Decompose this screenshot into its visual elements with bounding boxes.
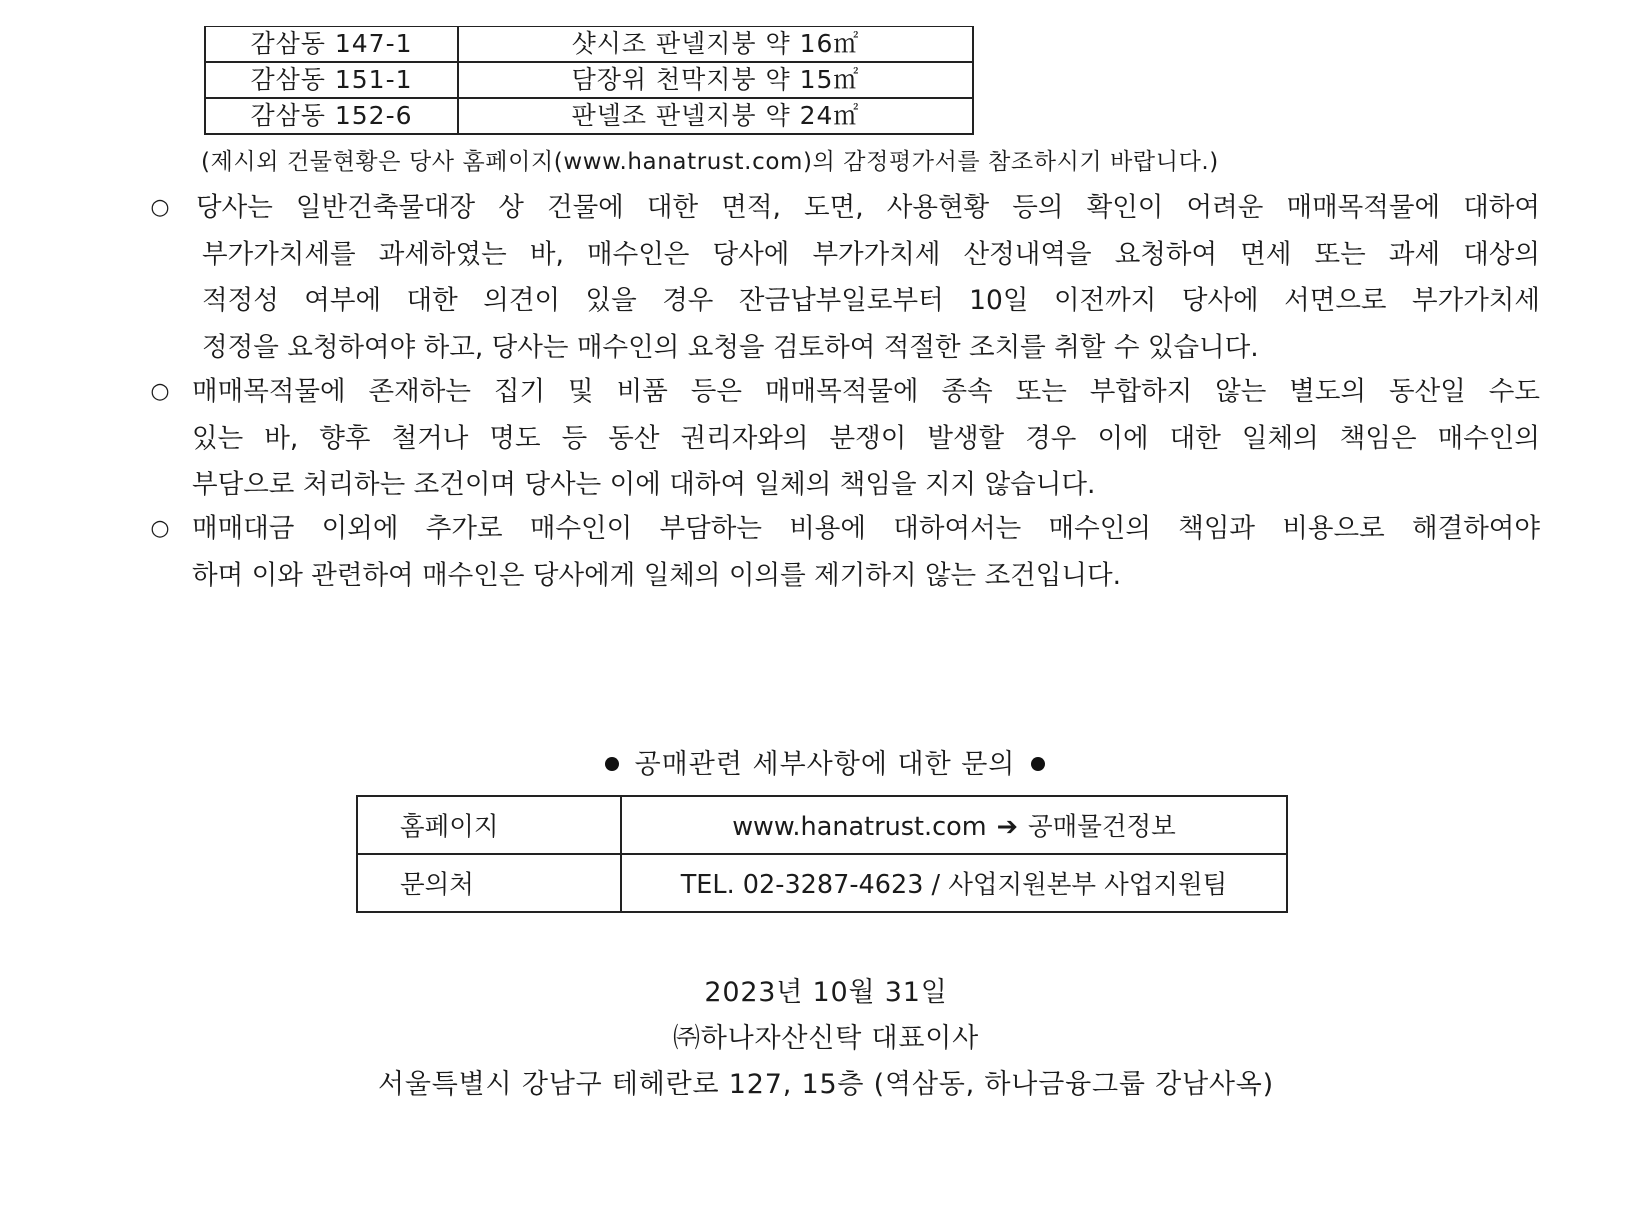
table-row: [205, 98, 973, 134]
bullet-circle-icon: ○: [150, 195, 170, 220]
paragraph-line: 매매대금 이외에 추가로 매수인이 부담하는 비용에 대하여서는 매수인의 책임과 비용으로 해결하여야: [192, 513, 1540, 544]
homepage-link: www.hanatrust.com: [732, 812, 987, 842]
bullet-dot-icon: [605, 757, 619, 771]
paragraph-line: 적정성 여부에 대한 의견이 있을 경우 잔금납부일로부터 10일 이전까지 당사에 서면으로 부가가치세: [202, 285, 1540, 316]
auction-info-label: 공매물건정보: [1027, 812, 1176, 842]
paragraph-line: 부가가치세를 과세하였는 바, 매수인은 당사에 부가가치세 산정내역을 요청하여 면세 또는 과세 대상의: [202, 238, 1540, 270]
inquiry-heading: [560, 742, 1090, 781]
building-address: 감삼동 152-6: [205, 98, 458, 134]
homepage-value-cell: [621, 796, 1287, 854]
document-date: 2023년 10월 31일: [704, 977, 948, 1008]
paragraph-line: 부담으로 처리하는 조건이며 당사는 이에 대하여 일체의 책임을 지지 않습니다.: [192, 469, 1096, 500]
building-table: [204, 26, 974, 135]
paragraph-line: 있는 바, 향후 철거나 명도 등 동산 권리자와의 분쟁이 발생할 경우 이에 대한 일체의 책임은 매수인의: [192, 422, 1540, 454]
contact-label-cell: [357, 854, 621, 912]
inquiry-table: [356, 795, 1288, 913]
contact-value: TEL. 02-3287-4623 / 사업지원본부 사업지원팀: [621, 854, 1287, 912]
paragraph-line: 매매목적물에 존재하는 집기 및 비품 등은 매매목적물에 종속 또는 부합하지 않는 별도의 동산일 수도: [192, 376, 1540, 407]
homepage-label: 홈페이지: [400, 812, 499, 842]
paragraph-line: 당사는 일반건축물대장 상 건물에 대한 면적, 도면, 사용현황 등의 확인이 어려운 매매목적물에 대하여: [196, 192, 1540, 223]
table-row: [205, 27, 973, 63]
building-address: 감삼동 151-1: [205, 62, 458, 98]
bullet-circle-icon: ○: [150, 516, 170, 541]
inquiry-title: 공매관련 세부사항에 대한 문의: [634, 749, 1016, 780]
paragraph-line: 하며 이와 관련하여 매수인은 당사에게 일체의 이의를 제기하지 않는 조건입니다.: [192, 559, 1122, 591]
arrow-right-icon: ➔: [996, 812, 1018, 842]
notice-paragraph: [150, 506, 1540, 599]
table-row: [357, 854, 1287, 912]
table-row: [205, 62, 973, 98]
notice-paragraph: [150, 185, 1540, 371]
company-address: 서울특별시 강남구 테헤란로 127, 15층 (역삼동, 하나금융그룹 강남사옥): [378, 1069, 1274, 1100]
homepage-label-cell: [357, 796, 621, 854]
notice-paragraph: [150, 369, 1540, 509]
paragraph-line: 정정을 요청하여야 하고, 당사는 매수인의 요청을 검토하여 적절한 조치를 취할 수 있습니다.: [202, 331, 1259, 363]
reference-note: (제시외 건물현황은 당사 홈페이지(www.hanatrust.com)의 감정평가서를 참조하시기 바랍니다.): [201, 149, 1219, 175]
table-row: [357, 796, 1287, 854]
building-address: 감삼동 147-1: [205, 27, 458, 63]
company-signature: ㈜하나자산신탁 대표이사: [672, 1023, 979, 1054]
contact-label: 문의처: [400, 870, 474, 900]
building-structure: 판넬조 판넬지붕 약 24㎡: [458, 98, 973, 134]
bullet-dot-icon: [1031, 757, 1045, 771]
building-structure: 샷시조 판넬지붕 약 16㎡: [458, 27, 973, 63]
building-structure: 담장위 천막지붕 약 15㎡: [458, 62, 973, 98]
bullet-circle-icon: ○: [150, 379, 170, 404]
